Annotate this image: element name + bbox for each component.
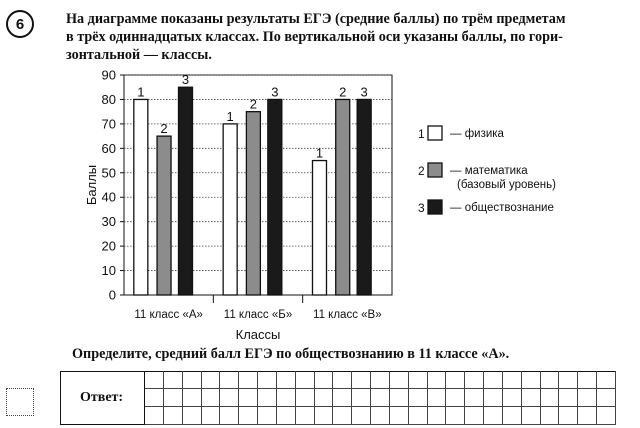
answer-cell[interactable] [541, 371, 560, 389]
answer-cell[interactable] [541, 407, 560, 425]
answer-cell[interactable] [559, 371, 578, 389]
y-tick-label: 10 [101, 263, 116, 279]
answer-cell[interactable] [352, 389, 371, 407]
y-tick-label: 70 [101, 116, 116, 132]
answer-cell[interactable] [239, 389, 258, 407]
answer-cell[interactable] [220, 407, 239, 425]
answer-cell[interactable] [578, 389, 597, 407]
y-tick-label: 90 [101, 67, 116, 83]
legend-label: — математика [450, 165, 528, 177]
answer-cell[interactable] [164, 389, 183, 407]
bar [357, 99, 371, 295]
answer-cell[interactable] [428, 389, 447, 407]
bar [336, 99, 350, 295]
answer-cell[interactable] [183, 389, 202, 407]
statement-line: зонтальной — классы. [66, 47, 212, 63]
answer-cell[interactable] [183, 407, 202, 425]
question-text: Определите, средний балл ЕГЭ по обществознанию в 11 классе «А». [72, 346, 510, 362]
answer-cell[interactable] [145, 371, 164, 389]
answer-cell[interactable] [164, 371, 183, 389]
answer-cell[interactable] [333, 407, 352, 425]
answer-cell[interactable] [428, 407, 447, 425]
answer-cell[interactable] [145, 407, 164, 425]
bar [178, 87, 192, 295]
answer-cell[interactable] [446, 407, 465, 425]
answer-cell[interactable] [296, 407, 315, 425]
bar-marker-label: 3 [181, 72, 190, 88]
answer-cell[interactable] [390, 389, 409, 407]
answer-cell[interactable] [239, 371, 258, 389]
answer-cell[interactable] [258, 371, 277, 389]
x-tick-label: 11 класс «А» [134, 309, 203, 321]
bar [134, 99, 148, 295]
y-tick-label: 20 [101, 238, 116, 254]
answer-cell[interactable] [371, 407, 390, 425]
answer-cell[interactable] [258, 407, 277, 425]
answer-cell[interactable] [446, 389, 465, 407]
bar-marker-label: 1 [226, 108, 234, 124]
legend-swatch [428, 200, 442, 214]
y-tick-label: 80 [101, 91, 116, 107]
x-axis-title: Классы [235, 327, 281, 342]
task-number: 6 [15, 15, 25, 33]
answer-cell[interactable] [164, 407, 183, 425]
answer-cell[interactable] [390, 407, 409, 425]
bar-marker-label: 2 [339, 84, 347, 100]
answer-cell[interactable] [597, 389, 616, 407]
answer-cell[interactable] [522, 407, 541, 425]
bar-marker-label: 1 [137, 84, 145, 100]
answer-cell[interactable] [352, 371, 371, 389]
answer-cell[interactable] [522, 371, 541, 389]
answer-cell[interactable] [465, 407, 484, 425]
answer-cell[interactable] [559, 407, 578, 425]
answer-cell[interactable] [446, 371, 465, 389]
legend-marker-label: 1 [418, 127, 425, 141]
answer-cell[interactable] [202, 389, 221, 407]
answer-label: Ответ: [80, 390, 124, 405]
answer-cell[interactable] [409, 407, 428, 425]
bar-marker-label: 3 [360, 84, 368, 100]
y-axis-title: Баллы [84, 164, 99, 206]
answer-cell[interactable] [559, 389, 578, 407]
answer-cell[interactable] [428, 371, 447, 389]
answer-cell[interactable] [258, 389, 277, 407]
answer-cell[interactable] [277, 371, 296, 389]
answer-cell[interactable] [578, 407, 597, 425]
answer-cell[interactable] [541, 389, 560, 407]
bar [246, 112, 260, 295]
answer-cell[interactable] [277, 407, 296, 425]
answer-cell[interactable] [220, 389, 239, 407]
legend-label: — обществознание [450, 202, 554, 214]
legend-swatch [428, 126, 442, 140]
answer-cell[interactable] [503, 371, 522, 389]
statement-line: в трёх одиннадцатых классах. По вертикальной оси указаны баллы, по гори- [66, 29, 563, 45]
y-tick-label: 50 [101, 165, 116, 181]
answer-cell[interactable] [315, 407, 334, 425]
answer-cell[interactable] [371, 389, 390, 407]
answer-cell[interactable] [333, 389, 352, 407]
answer-margin-box [6, 388, 34, 416]
bar [157, 136, 171, 295]
answer-grid[interactable] [144, 371, 616, 425]
answer-cell[interactable] [503, 389, 522, 407]
legend-marker-label: 2 [418, 164, 425, 178]
answer-cell[interactable] [333, 371, 352, 389]
bar-marker-label: 2 [160, 121, 168, 137]
bar-marker-label: 2 [249, 96, 258, 112]
answer-cell[interactable] [503, 407, 522, 425]
answer-cell[interactable] [578, 371, 597, 389]
answer-cell[interactable] [220, 371, 239, 389]
legend-label: — физика [450, 128, 504, 140]
answer-cell[interactable] [484, 407, 503, 425]
answer-cell[interactable] [484, 389, 503, 407]
answer-cell[interactable] [409, 371, 428, 389]
answer-cell[interactable] [296, 389, 315, 407]
answer-cell[interactable] [352, 407, 371, 425]
answer-cell[interactable] [465, 371, 484, 389]
bar [268, 99, 282, 295]
answer-cell[interactable] [145, 389, 164, 407]
answer-cell[interactable] [315, 371, 334, 389]
answer-cell[interactable] [597, 371, 616, 389]
bar [312, 161, 326, 295]
answer-cell[interactable] [465, 389, 484, 407]
answer-cell[interactable] [390, 371, 409, 389]
y-tick-label: 40 [101, 189, 116, 205]
legend-marker-label: 3 [418, 201, 425, 215]
answer-cell[interactable] [296, 371, 315, 389]
answer-cell[interactable] [239, 407, 258, 425]
answer-cell[interactable] [277, 389, 296, 407]
answer-cell[interactable] [484, 371, 503, 389]
legend-swatch [428, 163, 442, 177]
y-tick-label: 0 [108, 287, 116, 303]
x-tick-label: 11 класс «Б» [223, 309, 293, 321]
y-tick-label: 60 [101, 140, 116, 156]
answer-cell[interactable] [202, 371, 221, 389]
answer-cell[interactable] [522, 389, 541, 407]
answer-cell[interactable] [202, 407, 221, 425]
answer-cell[interactable] [597, 407, 616, 425]
answer-cell[interactable] [315, 389, 334, 407]
legend-label: (базовый уровень) [457, 179, 556, 191]
statement-line: На диаграмме показаны результаты ЕГЭ (средние баллы) по трём предметам [66, 11, 566, 27]
answer-cell[interactable] [371, 371, 390, 389]
answer-cell[interactable] [183, 371, 202, 389]
bar-marker-label: 3 [271, 84, 279, 100]
y-tick-label: 30 [101, 214, 116, 230]
bar [223, 124, 237, 295]
answer-cell[interactable] [409, 389, 428, 407]
x-tick-label: 11 класс «В» [313, 309, 382, 321]
bar-marker-label: 1 [315, 145, 324, 161]
